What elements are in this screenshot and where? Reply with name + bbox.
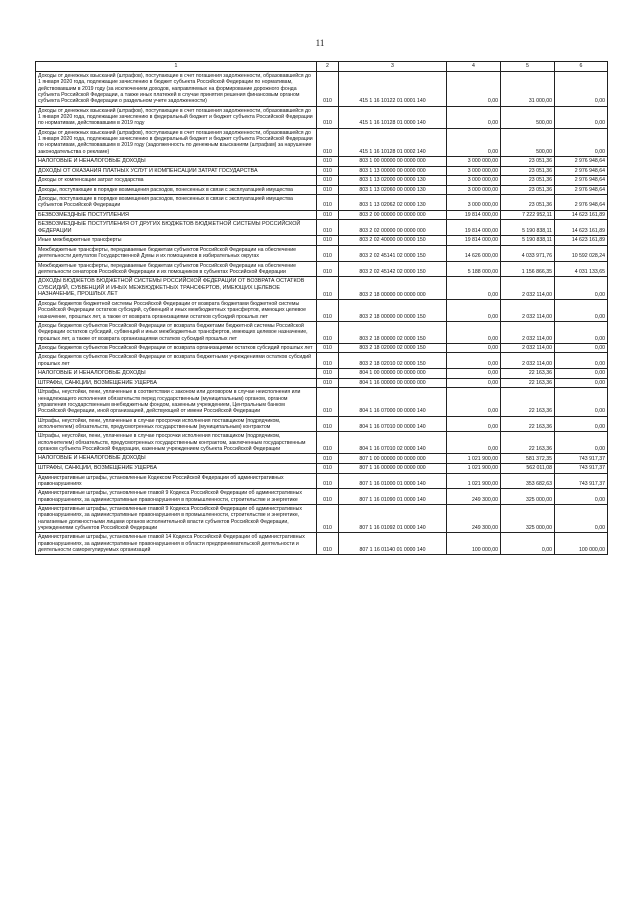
column-header: 3 xyxy=(339,62,447,72)
row-unexecuted-amount: 0,00 xyxy=(555,432,608,454)
row-budget-code: 803 1 13 02000 00 0000 130 xyxy=(339,176,447,185)
row-name: Межбюджетные трансферты, передаваемые бюджетам субъектов Российской Федерации на обеспечение деятельности сенаторов Российской Федерации и их помощников в субъектах Российской Федерации xyxy=(36,261,317,277)
row-unexecuted-amount: 0,00 xyxy=(555,344,608,353)
row-budget-code: 804 1 00 00000 00 0000 000 xyxy=(339,369,447,379)
row-executed-amount: 5 190 838,11 xyxy=(501,236,555,245)
row-budget-code: 803 2 18 00000 00 0000 150 xyxy=(339,299,447,321)
row-unexecuted-amount: 0,00 xyxy=(555,299,608,321)
row-code: 010 xyxy=(317,353,339,369)
table-row xyxy=(36,353,608,369)
row-executed-amount: 500,00 xyxy=(501,106,555,128)
row-approved-amount: 1 021 900,00 xyxy=(447,473,501,489)
row-code: 010 xyxy=(317,245,339,261)
row-approved-amount: 0,00 xyxy=(447,299,501,321)
row-unexecuted-amount: 100 000,00 xyxy=(555,533,608,555)
row-name: ШТРАФЫ, САНКЦИИ, ВОЗМЕЩЕНИЕ УЩЕРБА xyxy=(36,378,317,388)
table-row xyxy=(36,72,608,107)
row-name: НАЛОГОВЫЕ И НЕНАЛОГОВЫЕ ДОХОДЫ xyxy=(36,157,317,167)
row-code: 010 xyxy=(317,322,339,344)
row-approved-amount: 249 300,00 xyxy=(447,504,501,532)
row-approved-amount: 100 000,00 xyxy=(447,533,501,555)
row-budget-code: 804 1 16 00000 00 0000 000 xyxy=(339,378,447,388)
row-code: 010 xyxy=(317,416,339,432)
row-approved-amount: 0,00 xyxy=(447,106,501,128)
row-name: Иные межбюджетные трансферты xyxy=(36,236,317,245)
table-row xyxy=(36,106,608,128)
row-executed-amount: 23 051,36 xyxy=(501,176,555,185)
revenue-report-table xyxy=(35,61,608,555)
row-name: Доходы бюджетов субъектов Российской Федерации от возврата бюджетными учреждениями остатков субсидий прошлых лет xyxy=(36,353,317,369)
row-unexecuted-amount: 0,00 xyxy=(555,353,608,369)
row-name: Административные штрафы, установленные главой 9 Кодекса Российской Федерации об административных правонарушениях, за административные правонарушения в промышленности, строительстве и энергетике xyxy=(36,489,317,505)
table-row xyxy=(36,454,608,464)
row-name: Доходы бюджетов бюджетной системы Российской Федерации от возврата бюджетами бюджетной системы Российской Федерации остатков субсидий, субвенций и иных межбюджетных трансфертов, имеющих целевое назначение, прошлых лет, а также от возврата организациями остатков субсидий прошлых лет xyxy=(36,299,317,321)
row-approved-amount: 5 188 000,00 xyxy=(447,261,501,277)
row-unexecuted-amount: 743 917,37 xyxy=(555,454,608,464)
row-code: 010 xyxy=(317,504,339,532)
row-code: 010 xyxy=(317,454,339,464)
table-row xyxy=(36,432,608,454)
row-executed-amount: 23 051,36 xyxy=(501,185,555,194)
column-header: 5 xyxy=(501,62,555,72)
row-budget-code: 803 2 02 00000 00 0000 000 xyxy=(339,220,447,236)
row-approved-amount: 1 021 900,00 xyxy=(447,454,501,464)
row-name: Доходы, поступающие в порядке возмещения расходов, понесенных в связи с эксплуатацией имущества xyxy=(36,185,317,194)
row-name: Доходы от компенсации затрат государства xyxy=(36,176,317,185)
table-row xyxy=(36,473,608,489)
row-budget-code: 803 2 18 00000 00 0000 000 xyxy=(339,277,447,300)
row-executed-amount: 562 011,08 xyxy=(501,463,555,473)
row-name: Доходы, поступающие в порядке возмещения расходов, понесенных в связи с эксплуатацией имущества субъектов Российской Федерации xyxy=(36,195,317,211)
row-executed-amount: 22 163,36 xyxy=(501,369,555,379)
row-unexecuted-amount: 743 917,37 xyxy=(555,473,608,489)
row-approved-amount: 1 021 900,00 xyxy=(447,463,501,473)
row-unexecuted-amount: 0,00 xyxy=(555,369,608,379)
row-name: Административные штрафы, установленные главой 9 Кодекса Российской Федерации об административных правонарушениях, за административные правонарушения в промышленности, строительстве и энергетике, налагаемые должностными лицами органов исполнительной власти субъектов Российской Федерации, учреждениями субъектов Российской Федерации xyxy=(36,504,317,532)
row-executed-amount: 7 222 952,11 xyxy=(501,210,555,220)
row-unexecuted-amount: 2 976 948,64 xyxy=(555,176,608,185)
row-executed-amount: 31 000,00 xyxy=(501,72,555,107)
row-name: БЕЗВОЗМЕЗДНЫЕ ПОСТУПЛЕНИЯ xyxy=(36,210,317,220)
row-code: 010 xyxy=(317,299,339,321)
row-name: БЕЗВОЗМЕЗДНЫЕ ПОСТУПЛЕНИЯ ОТ ДРУГИХ БЮДЖЕТОВ БЮДЖЕТНОЙ СИСТЕМЫ РОССИЙСКОЙ ФЕДЕРАЦИИ xyxy=(36,220,317,236)
row-executed-amount: 4 033 971,76 xyxy=(501,245,555,261)
row-name: Штрафы, неустойки, пени, уплаченные в случае просрочки исполнения поставщиком (подрядчиком, исполнителем) обязательств, предусмотренных государственным (муниципальным) контрактом xyxy=(36,416,317,432)
row-unexecuted-amount: 14 623 161,89 xyxy=(555,236,608,245)
row-unexecuted-amount: 14 623 161,89 xyxy=(555,210,608,220)
row-approved-amount: 0,00 xyxy=(447,432,501,454)
row-budget-code: 415 1 16 10122 01 0001 140 xyxy=(339,72,447,107)
row-name: Штрафы, неустойки, пени, уплаченные в случае просрочки исполнения поставщиком (подрядчиком, исполнителем) обязательств, предусмотренных государственным контрактом, заключенным государственным органом субъекта Российской Федерации, казенным учреждением субъекта Российской Федерации xyxy=(36,432,317,454)
row-budget-code: 803 2 18 02010 02 0000 150 xyxy=(339,353,447,369)
row-executed-amount: 325 000,00 xyxy=(501,489,555,505)
row-executed-amount: 0,00 xyxy=(501,533,555,555)
row-unexecuted-amount: 0,00 xyxy=(555,378,608,388)
row-approved-amount: 0,00 xyxy=(447,344,501,353)
row-executed-amount: 2 032 114,00 xyxy=(501,277,555,300)
row-unexecuted-amount: 0,00 xyxy=(555,106,608,128)
row-budget-code: 803 2 18 02000 02 0000 150 xyxy=(339,344,447,353)
row-code: 010 xyxy=(317,176,339,185)
row-approved-amount: 3 000 000,00 xyxy=(447,176,501,185)
row-unexecuted-amount: 2 976 948,64 xyxy=(555,166,608,176)
table-row xyxy=(36,344,608,353)
table-row xyxy=(36,157,608,167)
row-name: Административные штрафы, установленные главой 14 Кодекса Российской Федерации об административных правонарушениях, за административные правонарушения в области предпринимательской деятельности и деятельности саморегулируемых организаций xyxy=(36,533,317,555)
row-executed-amount: 22 163,36 xyxy=(501,432,555,454)
row-budget-code: 803 1 00 00000 00 0000 000 xyxy=(339,157,447,167)
table-row xyxy=(36,463,608,473)
column-header: 6 xyxy=(555,62,608,72)
row-code: 010 xyxy=(317,378,339,388)
row-code: 010 xyxy=(317,344,339,353)
table-row xyxy=(36,416,608,432)
row-approved-amount: 0,00 xyxy=(447,72,501,107)
row-executed-amount: 5 190 838,11 xyxy=(501,220,555,236)
row-code: 010 xyxy=(317,195,339,211)
row-name: Доходы от денежных взысканий (штрафов), поступающие в счет погашения задолженности, образовавшейся до 1 января 2020 года, подлежащие зачислению в бюджет субъекта Российской Федерации по нормативам, действовавшим в 2019 году (за исключением доходов, направляемых на формирование дорожного фонда субъекта Российской Федерации, а также иных платежей в случае принятия решения финансовым органом субъекта Российской Федерации о раздельном учете задолженности) xyxy=(36,72,317,107)
row-code: 010 xyxy=(317,72,339,107)
table-row xyxy=(36,210,608,220)
row-code: 010 xyxy=(317,261,339,277)
table-row xyxy=(36,277,608,300)
row-code: 010 xyxy=(317,533,339,555)
row-budget-code: 807 1 16 01140 01 0000 140 xyxy=(339,533,447,555)
table-row xyxy=(36,220,608,236)
table-row xyxy=(36,261,608,277)
row-code: 010 xyxy=(317,157,339,167)
row-executed-amount: 23 051,36 xyxy=(501,195,555,211)
row-approved-amount: 3 000 000,00 xyxy=(447,157,501,167)
row-name: НАЛОГОВЫЕ И НЕНАЛОГОВЫЕ ДОХОДЫ xyxy=(36,454,317,464)
table-row xyxy=(36,195,608,211)
row-budget-code: 804 1 16 07000 00 0000 140 xyxy=(339,388,447,416)
row-budget-code: 803 2 02 45141 02 0000 150 xyxy=(339,245,447,261)
row-unexecuted-amount: 0,00 xyxy=(555,416,608,432)
row-approved-amount: 0,00 xyxy=(447,388,501,416)
row-budget-code: 807 1 00 00000 00 0000 000 xyxy=(339,454,447,464)
row-name: ДОХОДЫ БЮДЖЕТОВ БЮДЖЕТНОЙ СИСТЕМЫ РОССИЙСКОЙ ФЕДЕРАЦИИ ОТ ВОЗВРАТА ОСТАТКОВ СУБСИДИЙ, СУБВЕНЦИЙ И ИНЫХ МЕЖБЮДЖЕТНЫХ ТРАНСФЕРТОВ, ИМЕЮЩИХ ЦЕЛЕВОЕ НАЗНАЧЕНИЕ, ПРОШЛЫХ ЛЕТ xyxy=(36,277,317,300)
row-budget-code: 415 1 16 10128 01 0002 140 xyxy=(339,128,447,156)
row-name: Доходы бюджетов субъектов Российской Федерации от возврата организациями остатков субсидий прошлых лет xyxy=(36,344,317,353)
page-number: 11 xyxy=(315,38,325,48)
row-executed-amount: 2 032 114,00 xyxy=(501,322,555,344)
row-approved-amount: 0,00 xyxy=(447,416,501,432)
row-budget-code: 807 1 16 00000 00 0000 000 xyxy=(339,463,447,473)
row-unexecuted-amount: 0,00 xyxy=(555,504,608,532)
table-row xyxy=(36,533,608,555)
row-code: 010 xyxy=(317,220,339,236)
row-executed-amount: 23 051,36 xyxy=(501,157,555,167)
row-approved-amount: 0,00 xyxy=(447,322,501,344)
row-executed-amount: 353 682,63 xyxy=(501,473,555,489)
table-row xyxy=(36,322,608,344)
row-approved-amount: 249 300,00 xyxy=(447,489,501,505)
row-code: 010 xyxy=(317,236,339,245)
row-unexecuted-amount: 0,00 xyxy=(555,277,608,300)
row-code: 010 xyxy=(317,277,339,300)
row-approved-amount: 19 814 000,00 xyxy=(447,220,501,236)
row-budget-code: 803 2 00 00000 00 0000 000 xyxy=(339,210,447,220)
row-unexecuted-amount: 2 976 948,64 xyxy=(555,157,608,167)
row-approved-amount: 19 814 000,00 xyxy=(447,236,501,245)
row-approved-amount: 14 626 000,00 xyxy=(447,245,501,261)
row-unexecuted-amount: 0,00 xyxy=(555,388,608,416)
table-row xyxy=(36,369,608,379)
row-name: ДОХОДЫ ОТ ОКАЗАНИЯ ПЛАТНЫХ УСЛУГ И КОМПЕНСАЦИИ ЗАТРАТ ГОСУДАРСТВА xyxy=(36,166,317,176)
row-unexecuted-amount: 2 976 948,64 xyxy=(555,195,608,211)
table-row xyxy=(36,236,608,245)
row-unexecuted-amount: 4 031 133,65 xyxy=(555,261,608,277)
row-budget-code: 803 2 02 45142 02 0000 150 xyxy=(339,261,447,277)
table-row xyxy=(36,176,608,185)
table-row xyxy=(36,504,608,532)
row-code: 010 xyxy=(317,489,339,505)
row-code: 010 xyxy=(317,388,339,416)
row-budget-code: 803 1 13 00000 00 0000 000 xyxy=(339,166,447,176)
table-row xyxy=(36,489,608,505)
row-unexecuted-amount: 0,00 xyxy=(555,72,608,107)
row-budget-code: 803 1 13 02062 02 0000 130 xyxy=(339,195,447,211)
row-code: 010 xyxy=(317,432,339,454)
row-budget-code: 803 2 18 00000 02 0000 150 xyxy=(339,322,447,344)
row-unexecuted-amount: 10 592 028,24 xyxy=(555,245,608,261)
row-approved-amount: 0,00 xyxy=(447,353,501,369)
row-approved-amount: 3 000 000,00 xyxy=(447,195,501,211)
row-executed-amount: 2 032 114,00 xyxy=(501,353,555,369)
row-unexecuted-amount: 743 917,37 xyxy=(555,463,608,473)
row-name: Доходы от денежных взысканий (штрафов), поступающие в счет погашения задолженности, образовавшейся до 1 января 2020 года, подлежащие зачислению в федеральный бюджет и бюджет субъекта Российской Федерации по нормативам, действовавшим в 2019 году xyxy=(36,106,317,128)
table-row xyxy=(36,245,608,261)
row-name: Межбюджетные трансферты, передаваемые бюджетам субъектов Российской Федерации на обеспечение деятельности депутатов Государственной Думы и их помощников в избирательных округах xyxy=(36,245,317,261)
row-name: Доходы бюджетов субъектов Российской Федерации от возврата бюджетами бюджетной системы Российской Федерации остатков субсидий, субвенций и иных межбюджетных трансфертов, имеющих целевое назначение, прошлых лет, а также от возврата организациями остатков субсидий прошлых лет xyxy=(36,322,317,344)
row-executed-amount: 325 000,00 xyxy=(501,504,555,532)
row-executed-amount: 500,00 xyxy=(501,128,555,156)
row-executed-amount: 23 051,36 xyxy=(501,166,555,176)
row-budget-code: 803 1 13 02060 00 0000 130 xyxy=(339,185,447,194)
row-code: 010 xyxy=(317,463,339,473)
row-code: 010 xyxy=(317,106,339,128)
row-executed-amount: 581 372,35 xyxy=(501,454,555,464)
row-unexecuted-amount: 14 623 161,89 xyxy=(555,220,608,236)
row-budget-code: 807 1 16 01090 01 0000 140 xyxy=(339,489,447,505)
column-header: 1 xyxy=(36,62,317,72)
row-approved-amount: 3 000 000,00 xyxy=(447,185,501,194)
row-executed-amount: 1 156 866,35 xyxy=(501,261,555,277)
column-header: 4 xyxy=(447,62,501,72)
row-name: Административные штрафы, установленные Кодексом Российской Федерации об административных правонарушениях xyxy=(36,473,317,489)
row-code: 010 xyxy=(317,185,339,194)
row-budget-code: 807 1 16 01000 01 0000 140 xyxy=(339,473,447,489)
column-header: 2 xyxy=(317,62,339,72)
row-budget-code: 804 1 16 07010 00 0000 140 xyxy=(339,416,447,432)
row-code: 010 xyxy=(317,128,339,156)
row-unexecuted-amount: 0,00 xyxy=(555,489,608,505)
table-row xyxy=(36,388,608,416)
row-budget-code: 804 1 16 07010 02 0000 140 xyxy=(339,432,447,454)
row-executed-amount: 22 163,36 xyxy=(501,416,555,432)
table-row xyxy=(36,299,608,321)
table-row xyxy=(36,378,608,388)
row-budget-code: 415 1 16 10128 01 0000 140 xyxy=(339,106,447,128)
row-code: 010 xyxy=(317,210,339,220)
header-row xyxy=(36,62,608,72)
row-code: 010 xyxy=(317,166,339,176)
row-name: Штрафы, неустойки, пени, уплаченные в соответствии с законом или договором в случае неисполнения или ненадлежащего исполнения обязательств перед государственным (муниципальным) органом, органом управления государственным внебюджетным фондом, казенным учреждением, Центральным банком Российской Федерации, иной организацией, действующей от имени Российской Федерации xyxy=(36,388,317,416)
row-unexecuted-amount: 2 976 948,64 xyxy=(555,185,608,194)
row-name: НАЛОГОВЫЕ И НЕНАЛОГОВЫЕ ДОХОДЫ xyxy=(36,369,317,379)
row-executed-amount: 22 163,36 xyxy=(501,388,555,416)
row-executed-amount: 22 163,36 xyxy=(501,378,555,388)
row-approved-amount: 0,00 xyxy=(447,277,501,300)
row-executed-amount: 2 032 114,00 xyxy=(501,344,555,353)
row-unexecuted-amount: 0,00 xyxy=(555,322,608,344)
table-row xyxy=(36,166,608,176)
row-name: ШТРАФЫ, САНКЦИИ, ВОЗМЕЩЕНИЕ УЩЕРБА xyxy=(36,463,317,473)
row-approved-amount: 0,00 xyxy=(447,378,501,388)
table-row xyxy=(36,128,608,156)
row-name: Доходы от денежных взысканий (штрафов), поступающие в счет погашения задолженности, образовавшейся до 1 января 2020 года, подлежащие зачислению в федеральный бюджет и бюджет субъекта Российской Федерации по нормативам, действовавшим в 2019 году (задолженность по денежным взысканиям (штрафам) за нарушение законодательства о рекламе) xyxy=(36,128,317,156)
row-approved-amount: 0,00 xyxy=(447,369,501,379)
row-unexecuted-amount: 0,00 xyxy=(555,128,608,156)
row-approved-amount: 3 000 000,00 xyxy=(447,166,501,176)
row-code: 010 xyxy=(317,369,339,379)
row-budget-code: 807 1 16 01092 01 0000 140 xyxy=(339,504,447,532)
row-code: 010 xyxy=(317,473,339,489)
row-approved-amount: 19 814 000,00 xyxy=(447,210,501,220)
table-row xyxy=(36,185,608,194)
row-budget-code: 803 2 02 40000 00 0000 150 xyxy=(339,236,447,245)
row-approved-amount: 0,00 xyxy=(447,128,501,156)
row-executed-amount: 2 032 114,00 xyxy=(501,299,555,321)
